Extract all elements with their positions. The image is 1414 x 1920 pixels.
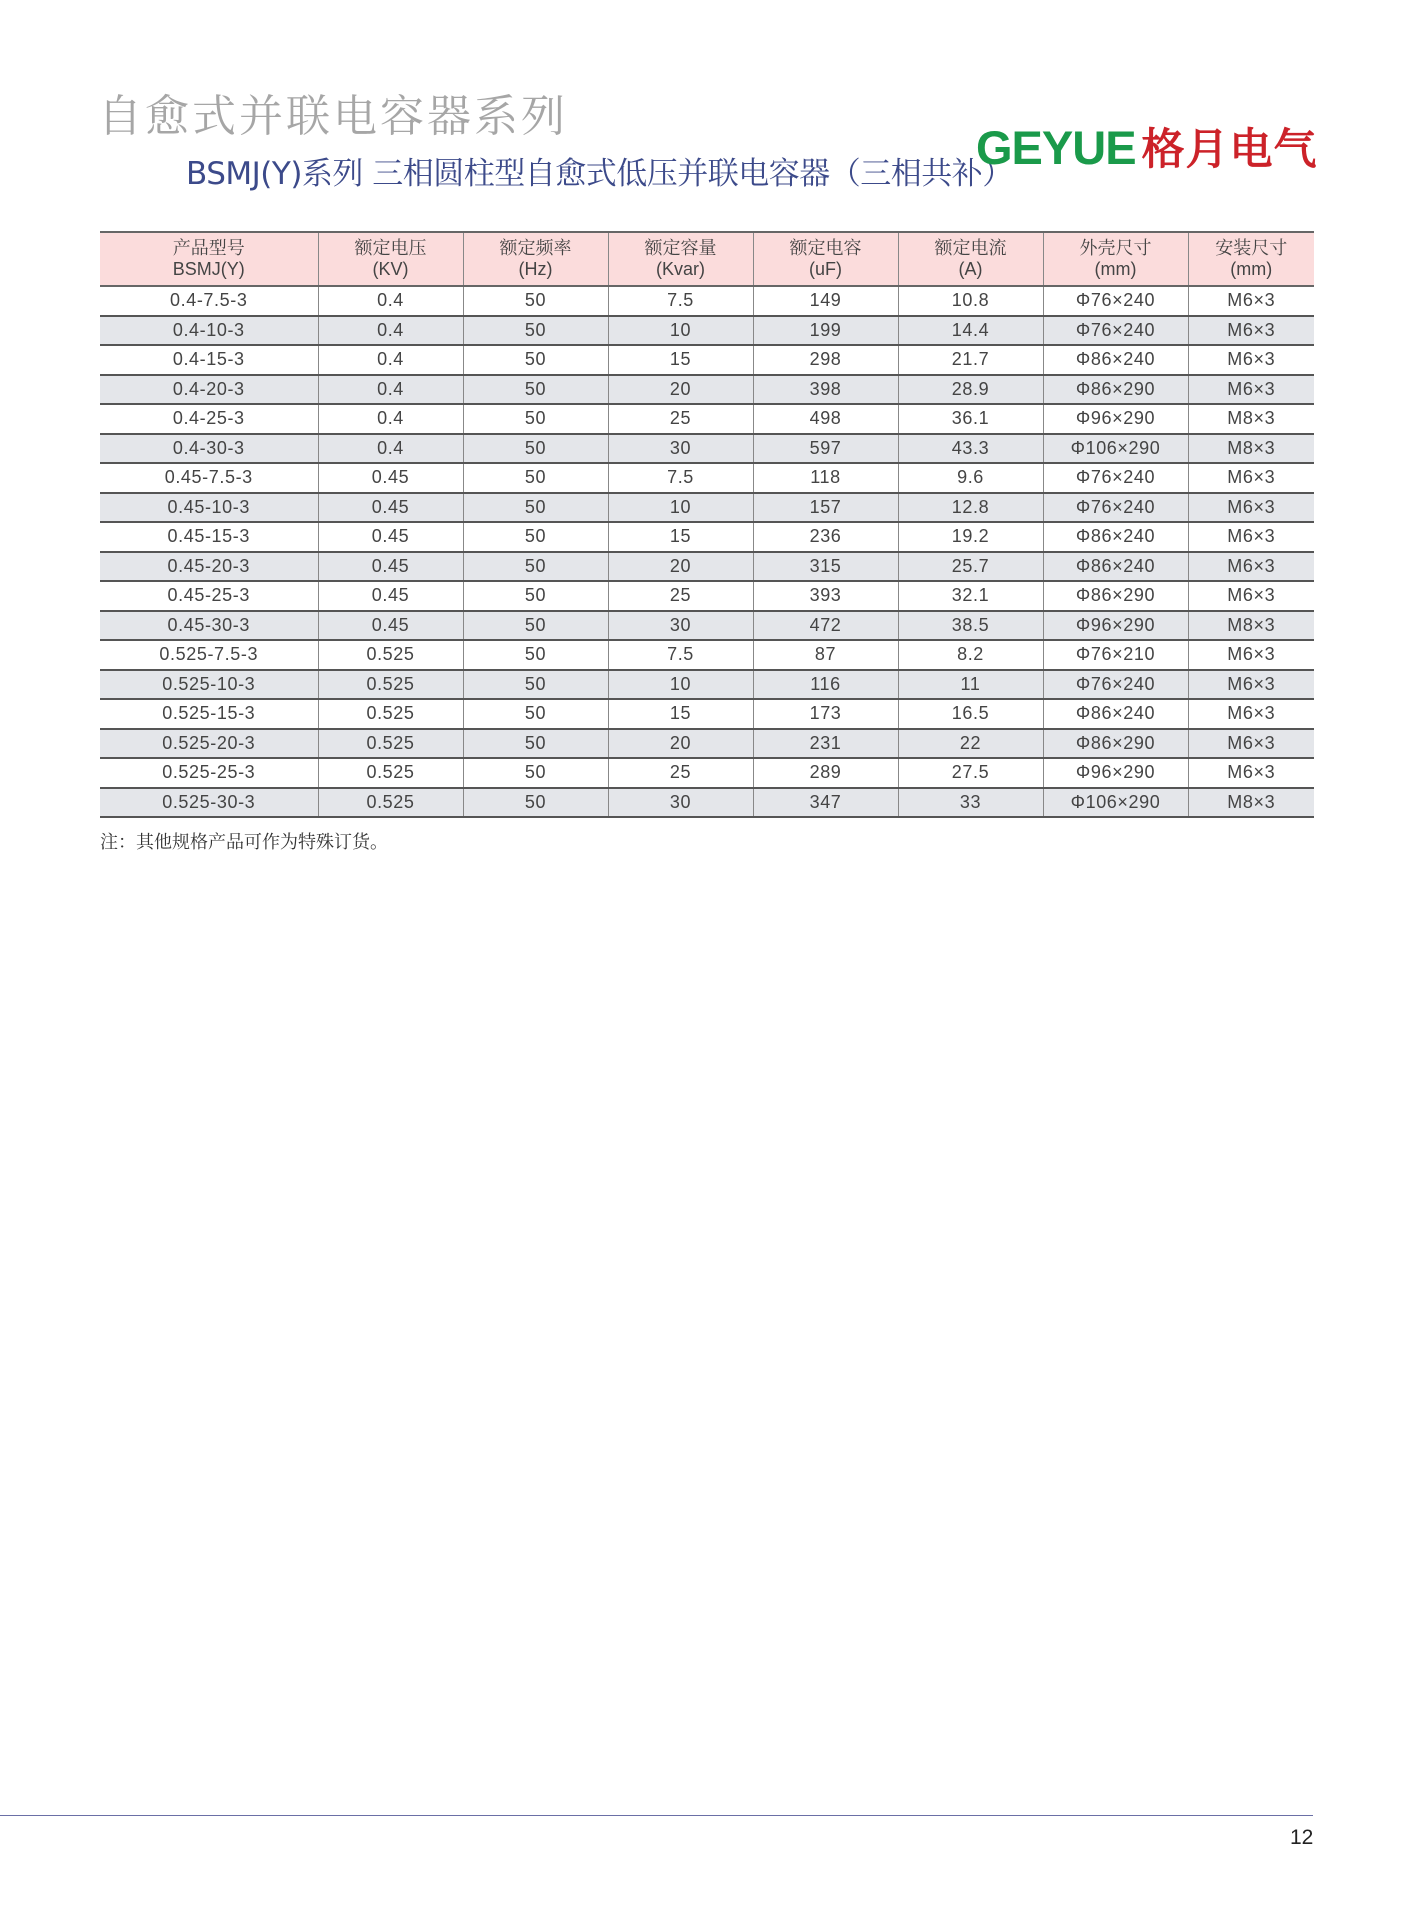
table-cell: 118 (753, 463, 898, 493)
column-header-label: 产品型号 (172, 238, 245, 258)
footnote: 注：其他规格产品可作为特殊订货。 (100, 832, 388, 853)
table-cell: 20 (608, 375, 753, 405)
table-cell: 38.5 (898, 611, 1043, 641)
table-cell: 0.45-20-3 (100, 552, 318, 582)
table-cell: 7.5 (608, 463, 753, 493)
table-cell: M8×3 (1188, 434, 1314, 464)
table-cell: M8×3 (1188, 788, 1314, 818)
brand-name-cn: 格月电气 (1141, 126, 1318, 174)
table-cell: 0.525-30-3 (100, 788, 318, 818)
table-cell: Φ86×240 (1043, 345, 1188, 375)
table-cell: 0.4-7.5-3 (100, 286, 318, 316)
table-cell: Φ86×290 (1043, 729, 1188, 759)
table-cell: 498 (753, 404, 898, 434)
table-cell: Φ76×240 (1043, 316, 1188, 346)
table-cell: 28.9 (898, 375, 1043, 405)
table-row (100, 522, 1314, 552)
column-header (753, 232, 898, 286)
table-cell: 21.7 (898, 345, 1043, 375)
table-row (100, 552, 1314, 582)
table-row (100, 758, 1314, 788)
table-cell: 9.6 (898, 463, 1043, 493)
table-row (100, 788, 1314, 818)
table-row (100, 699, 1314, 729)
table-cell: 10 (608, 316, 753, 346)
table-cell: 43.3 (898, 434, 1043, 464)
brand-name-en: GEYUE (976, 121, 1136, 174)
table-cell: 0.4 (318, 434, 463, 464)
table-cell: 0.4-30-3 (100, 434, 318, 464)
table-cell: 0.45 (318, 522, 463, 552)
table-cell: 347 (753, 788, 898, 818)
table-row (100, 375, 1314, 405)
table-cell: 50 (463, 699, 608, 729)
table-cell: 597 (753, 434, 898, 464)
table-cell: 0.525 (318, 640, 463, 670)
product-title: BSMJ(Y)系列 三相圆柱型自愈式低压并联电容器（三相共补） (186, 156, 1013, 192)
column-header-unit: (Hz) (518, 259, 553, 279)
table-header-row (100, 232, 1314, 286)
table-cell: 0.45 (318, 493, 463, 523)
column-header-label: 额定频率 (499, 238, 572, 258)
table-cell: M6×3 (1188, 522, 1314, 552)
table-cell: 0.45 (318, 463, 463, 493)
table-cell: 8.2 (898, 640, 1043, 670)
table-cell: 16.5 (898, 699, 1043, 729)
table-cell: 0.525 (318, 758, 463, 788)
column-header-unit: (mm) (1094, 259, 1137, 279)
column-header (463, 232, 608, 286)
table-row (100, 670, 1314, 700)
table-row (100, 493, 1314, 523)
table-cell: 19.2 (898, 522, 1043, 552)
table-cell: Φ106×290 (1043, 788, 1188, 818)
table-cell: 20 (608, 729, 753, 759)
table-cell: 199 (753, 316, 898, 346)
table-row (100, 729, 1314, 759)
table-cell: 0.4 (318, 316, 463, 346)
table-cell: 50 (463, 729, 608, 759)
table-row (100, 640, 1314, 670)
table-cell: 50 (463, 788, 608, 818)
table-cell: 0.525-10-3 (100, 670, 318, 700)
table-cell: 25 (608, 758, 753, 788)
table-cell: 11 (898, 670, 1043, 700)
table-cell: 50 (463, 316, 608, 346)
table-cell: 27.5 (898, 758, 1043, 788)
table-cell: 0.45-10-3 (100, 493, 318, 523)
table-cell: 50 (463, 345, 608, 375)
table-cell: Φ86×240 (1043, 699, 1188, 729)
table-cell: 116 (753, 670, 898, 700)
table-cell: M6×3 (1188, 463, 1314, 493)
table-cell: M6×3 (1188, 493, 1314, 523)
table-cell: 25 (608, 581, 753, 611)
table-cell: 0.45 (318, 552, 463, 582)
table-cell: 50 (463, 611, 608, 641)
table-cell: 0.4-10-3 (100, 316, 318, 346)
table-cell: 50 (463, 286, 608, 316)
table-cell: 0.4 (318, 345, 463, 375)
table-cell: 0.525 (318, 788, 463, 818)
table-cell: 15 (608, 699, 753, 729)
table-cell: 0.525-15-3 (100, 699, 318, 729)
column-header (318, 232, 463, 286)
table-cell: Φ76×240 (1043, 670, 1188, 700)
table-cell: 0.4-25-3 (100, 404, 318, 434)
table-cell: M6×3 (1188, 670, 1314, 700)
table-cell: M6×3 (1188, 729, 1314, 759)
table-cell: 0.4 (318, 404, 463, 434)
table-cell: 10 (608, 493, 753, 523)
table-cell: 20 (608, 552, 753, 582)
spec-table (100, 231, 1314, 818)
table-cell: Φ86×240 (1043, 552, 1188, 582)
table-cell: M6×3 (1188, 316, 1314, 346)
table-cell: Φ96×290 (1043, 611, 1188, 641)
column-header-unit: BSMJ(Y) (172, 259, 245, 279)
page-number: 12 (1290, 1826, 1314, 1849)
table-cell: Φ76×240 (1043, 493, 1188, 523)
table-cell: 10 (608, 670, 753, 700)
table-cell: 472 (753, 611, 898, 641)
table-cell: 0.4 (318, 375, 463, 405)
table-cell: 50 (463, 493, 608, 523)
column-header (1188, 232, 1314, 286)
table-cell: 398 (753, 375, 898, 405)
column-header-label: 外壳尺寸 (1079, 238, 1152, 258)
table-cell: 30 (608, 788, 753, 818)
table-cell: Φ76×210 (1043, 640, 1188, 670)
table-cell: Φ106×290 (1043, 434, 1188, 464)
table-cell: 30 (608, 434, 753, 464)
column-header-unit: (mm) (1230, 259, 1273, 279)
table-cell: 15 (608, 345, 753, 375)
table-cell: 7.5 (608, 640, 753, 670)
table-cell: 33 (898, 788, 1043, 818)
table-cell: 0.525 (318, 729, 463, 759)
table-cell: 14.4 (898, 316, 1043, 346)
table-row (100, 581, 1314, 611)
table-cell: 0.45 (318, 581, 463, 611)
table-cell: 0.45-30-3 (100, 611, 318, 641)
table-body (100, 286, 1314, 817)
table-cell: 15 (608, 522, 753, 552)
table-cell: 231 (753, 729, 898, 759)
table-cell: 0.4-15-3 (100, 345, 318, 375)
table-cell: M6×3 (1188, 552, 1314, 582)
table-cell: M6×3 (1188, 699, 1314, 729)
table-cell: M6×3 (1188, 640, 1314, 670)
table-cell: 149 (753, 286, 898, 316)
table-row (100, 316, 1314, 346)
table-cell: Φ76×240 (1043, 463, 1188, 493)
column-header (1043, 232, 1188, 286)
column-header-label: 额定容量 (644, 238, 717, 258)
table-row (100, 463, 1314, 493)
table-cell: M8×3 (1188, 404, 1314, 434)
table-cell: M6×3 (1188, 758, 1314, 788)
table-cell: 50 (463, 581, 608, 611)
table-cell: 50 (463, 522, 608, 552)
table-row (100, 611, 1314, 641)
table-cell: 0.45-15-3 (100, 522, 318, 552)
table-cell: 0.45-25-3 (100, 581, 318, 611)
table-cell: 25.7 (898, 552, 1043, 582)
table-cell: 50 (463, 758, 608, 788)
table-cell: 12.8 (898, 493, 1043, 523)
series-title: 自愈式并联电容器系列 (98, 91, 568, 142)
table-row (100, 345, 1314, 375)
column-header (100, 232, 318, 286)
table-cell: 25 (608, 404, 753, 434)
table-row (100, 434, 1314, 464)
table-cell: 22 (898, 729, 1043, 759)
table-cell: Φ76×240 (1043, 286, 1188, 316)
table-cell: Φ96×290 (1043, 404, 1188, 434)
table-cell: 0.4 (318, 286, 463, 316)
table-cell: 0.525-25-3 (100, 758, 318, 788)
table-cell: M6×3 (1188, 286, 1314, 316)
table-cell: 50 (463, 552, 608, 582)
table-cell: 30 (608, 611, 753, 641)
table-cell: Φ86×290 (1043, 375, 1188, 405)
table-cell: 0.45 (318, 611, 463, 641)
column-header-label: 额定电流 (934, 238, 1007, 258)
table-cell: M6×3 (1188, 375, 1314, 405)
table-cell: 32.1 (898, 581, 1043, 611)
column-header-label: 额定电容 (789, 238, 862, 258)
table-cell: Φ96×290 (1043, 758, 1188, 788)
table-cell: 0.525 (318, 699, 463, 729)
table-cell: 10.8 (898, 286, 1043, 316)
table-cell: 315 (753, 552, 898, 582)
table-cell: 50 (463, 670, 608, 700)
column-header (608, 232, 753, 286)
table-cell: 87 (753, 640, 898, 670)
table-cell: M6×3 (1188, 581, 1314, 611)
table-cell: Φ86×240 (1043, 522, 1188, 552)
column-header-label: 额定电压 (354, 238, 427, 258)
table-cell: 0.4-20-3 (100, 375, 318, 405)
table-cell: 50 (463, 434, 608, 464)
column-header-unit: (Kvar) (656, 259, 705, 279)
table-cell: 0.525 (318, 670, 463, 700)
table-cell: 50 (463, 463, 608, 493)
brand-logo (976, 116, 1318, 177)
table-cell: 7.5 (608, 286, 753, 316)
table-row (100, 404, 1314, 434)
table-cell: 173 (753, 699, 898, 729)
table-cell: 50 (463, 640, 608, 670)
column-header-label: 安装尺寸 (1215, 238, 1288, 258)
table-cell: 157 (753, 493, 898, 523)
table-cell: 0.525-7.5-3 (100, 640, 318, 670)
table-cell: 289 (753, 758, 898, 788)
column-header (898, 232, 1043, 286)
table-cell: 393 (753, 581, 898, 611)
footer-rule (0, 1815, 1313, 1816)
table-cell: 0.525-20-3 (100, 729, 318, 759)
table-cell: 236 (753, 522, 898, 552)
table-cell: 0.45-7.5-3 (100, 463, 318, 493)
column-header-unit: (KV) (372, 259, 409, 279)
table-cell: 298 (753, 345, 898, 375)
table-cell: M6×3 (1188, 345, 1314, 375)
column-header-unit: (uF) (809, 259, 842, 279)
table-cell: 50 (463, 375, 608, 405)
table-cell: Φ86×290 (1043, 581, 1188, 611)
table-row (100, 286, 1314, 316)
table-cell: 36.1 (898, 404, 1043, 434)
table-cell: 50 (463, 404, 608, 434)
column-header-unit: (A) (958, 259, 983, 279)
table-cell: M8×3 (1188, 611, 1314, 641)
